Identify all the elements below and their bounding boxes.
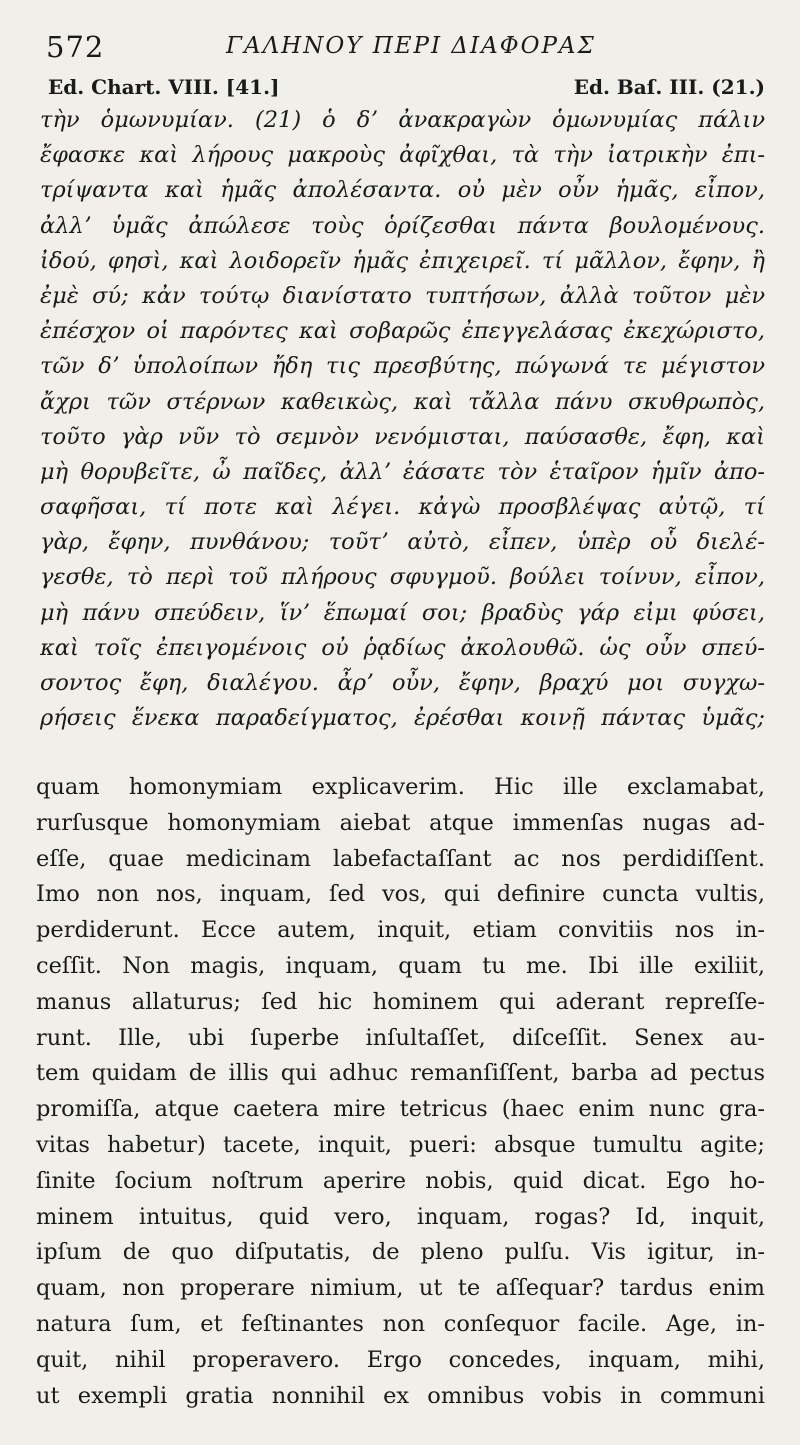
greek-line: ἀλλʼ ὑμᾶς ἀπώλεσε τοὺς ὁρίζεσθαι πάντα βουλομένους. (40, 212, 765, 239)
edition-references (48, 75, 765, 103)
basel-edition-reference: Ed. Baſ. III. (21.) (573, 75, 765, 99)
latin-line: quam, non properare nimium, ut te aſſequar? tardus enim (36, 1275, 765, 1302)
greek-line: σοντος ἔφη, διαλέγου. ἆρʼ οὖν, ἔφην, βραχύ μοι συγχω- (40, 670, 765, 696)
latin-line: rurſusque homonymiam aiebat atque immenſas nugas ad- (36, 809, 765, 836)
running-title: ΓΑΛΗΝΟΥ ΠΕΡΙ ΔΙΑΦΟΡΑΣ (226, 33, 596, 59)
latin-line: runt. Ille, ubi ſuperbe inſultaſſet, diſceſſit. Senex au- (36, 1024, 765, 1051)
greek-line: μὴ πάνυ σπεύδειν, ἵνʼ ἕπωμαί σοι; βραδὺς γάρ εἰμι φύσει, (40, 599, 765, 626)
page-number: 572 (46, 30, 105, 64)
greek-line: τῶν δʼ ὑπολοίπων ἤδη τις πρεσβύτης, πώγωνά τε μέγιστον (40, 353, 765, 380)
greek-line: ἰδού, φησὶ, καὶ λοιδορεῖν ἡμᾶς ἐπιχειρεῖ. τί μᾶλλον, ἔφην, ἢ (40, 247, 765, 274)
greek-line: ἐμὲ σύ; κἀν τούτῳ διανίστατο τυπτήσων, ἀλλὰ τοῦτον μὲν (40, 282, 765, 309)
latin-line: minem intuitus, quid vero, inquam, rogas? Id, inquit, (36, 1203, 765, 1230)
latin-translation (36, 770, 765, 1414)
greek-line: μὴ θορυβεῖτε, ὦ παῖδες, ἀλλʼ ἐάσατε τὸν ἑταῖρον ἡμῖν ἀπο- (40, 458, 765, 485)
latin-line: ceſſit. Non magis, inquam, quam tu me. Ibi ille exiliit, (36, 952, 765, 979)
latin-line: tem quidam de illis qui adhuc remanſiſſent, barba ad pectus (36, 1060, 765, 1087)
latin-line: vitas habetur) tacete, inquit, pueri: absque tumultu agite; (36, 1131, 765, 1158)
page-header (40, 24, 765, 64)
greek-line: γεσθε, τὸ περὶ τοῦ πλήρους σφυγμοῦ. βούλει τοίνυν, εἶπον, (40, 564, 765, 591)
greek-line: ἄχρι τῶν στέρνων καθεικὼς, καὶ τἄλλα πάνυ σκυθρωπὸς, (40, 388, 765, 415)
greek-line: τὴν ὁμωνυμίαν. (21) ὁ δʼ ἀνακραγὼν ὁμωνυμίας πάλιν (40, 107, 765, 133)
latin-line: quit, nihil properavero. Ergo concedes, inquam, mihi, (36, 1346, 765, 1373)
latin-line: natura ſum, et feſtinantes non conſequor facile. Age, in- (36, 1310, 765, 1337)
latin-line: manus allaturus; ſed hic hominem qui aderant repreſſe- (36, 988, 765, 1015)
latin-line: quam homonymiam explicaverim. Hic ille exclamabat, (36, 774, 765, 800)
greek-line: ἐπέσχον οἱ παρόντες καὶ σοβαρῶς ἐπεγγελάσας ἐκεχώριστο, (40, 318, 765, 345)
greek-line: ρήσεις ἕνεκα παραδείγματος, ἐρέσθαι κοινῇ πάντας ὑμᾶς; (40, 705, 765, 732)
greek-line: ἔφασκε καὶ λήρους μακροὺς ἀφῖχθαι, τὰ τὴν ἰατρικὴν ἐπι- (40, 142, 765, 169)
latin-line: perdiderunt. Ecce autem, inquit, etiam convitiis nos in- (36, 917, 765, 944)
latin-line: ſinite ſocium noſtrum aperire nobis, quid dicat. Ego ho- (36, 1167, 765, 1194)
latin-line: promiſſa, atque caetera mire tetricus (haec enim nunc gra- (36, 1096, 765, 1123)
latin-line: Imo non nos, inquam, ſed vos, qui definire cuncta vultis, (36, 881, 765, 908)
greek-text (40, 103, 765, 736)
greek-line: γὰρ, ἔφην, πυνθάνου; τοῦτʼ αὐτὸ, εἶπεν, ὑπὲρ οὗ διελέ- (40, 529, 765, 556)
greek-line: καὶ τοῖς ἐπειγομένοις οὐ ῥᾳδίως ἀκολουθῶ. ὡς οὖν σπεύ- (40, 634, 765, 661)
latin-line: ut exempli gratia nonnihil ex omnibus vobis in communi (36, 1382, 765, 1409)
latin-line: eſſe, quae medicinam labefactaſſant ac nos perdidiſſent. (36, 845, 765, 872)
greek-line: σαφῆσαι, τί ποτε καὶ λέγει. κἀγὼ προσβλέψας αὐτῷ, τί (40, 494, 765, 521)
chartier-edition-reference: Ed. Chart. VIII. [41.] (48, 75, 280, 99)
greek-line: τρίψαντα καὶ ἡμᾶς ἀπολέσαντα. οὐ μὲν οὖν ἡμᾶς, εἶπον, (40, 177, 765, 204)
latin-line: ipſum de quo diſputatis, de pleno pulſu. Vis igitur, in- (36, 1239, 765, 1266)
greek-line: τοῦτο γὰρ νῦν τὸ σεμνὸν νενόμισται, παύσασθε, ἔφη, καὶ (40, 423, 765, 450)
